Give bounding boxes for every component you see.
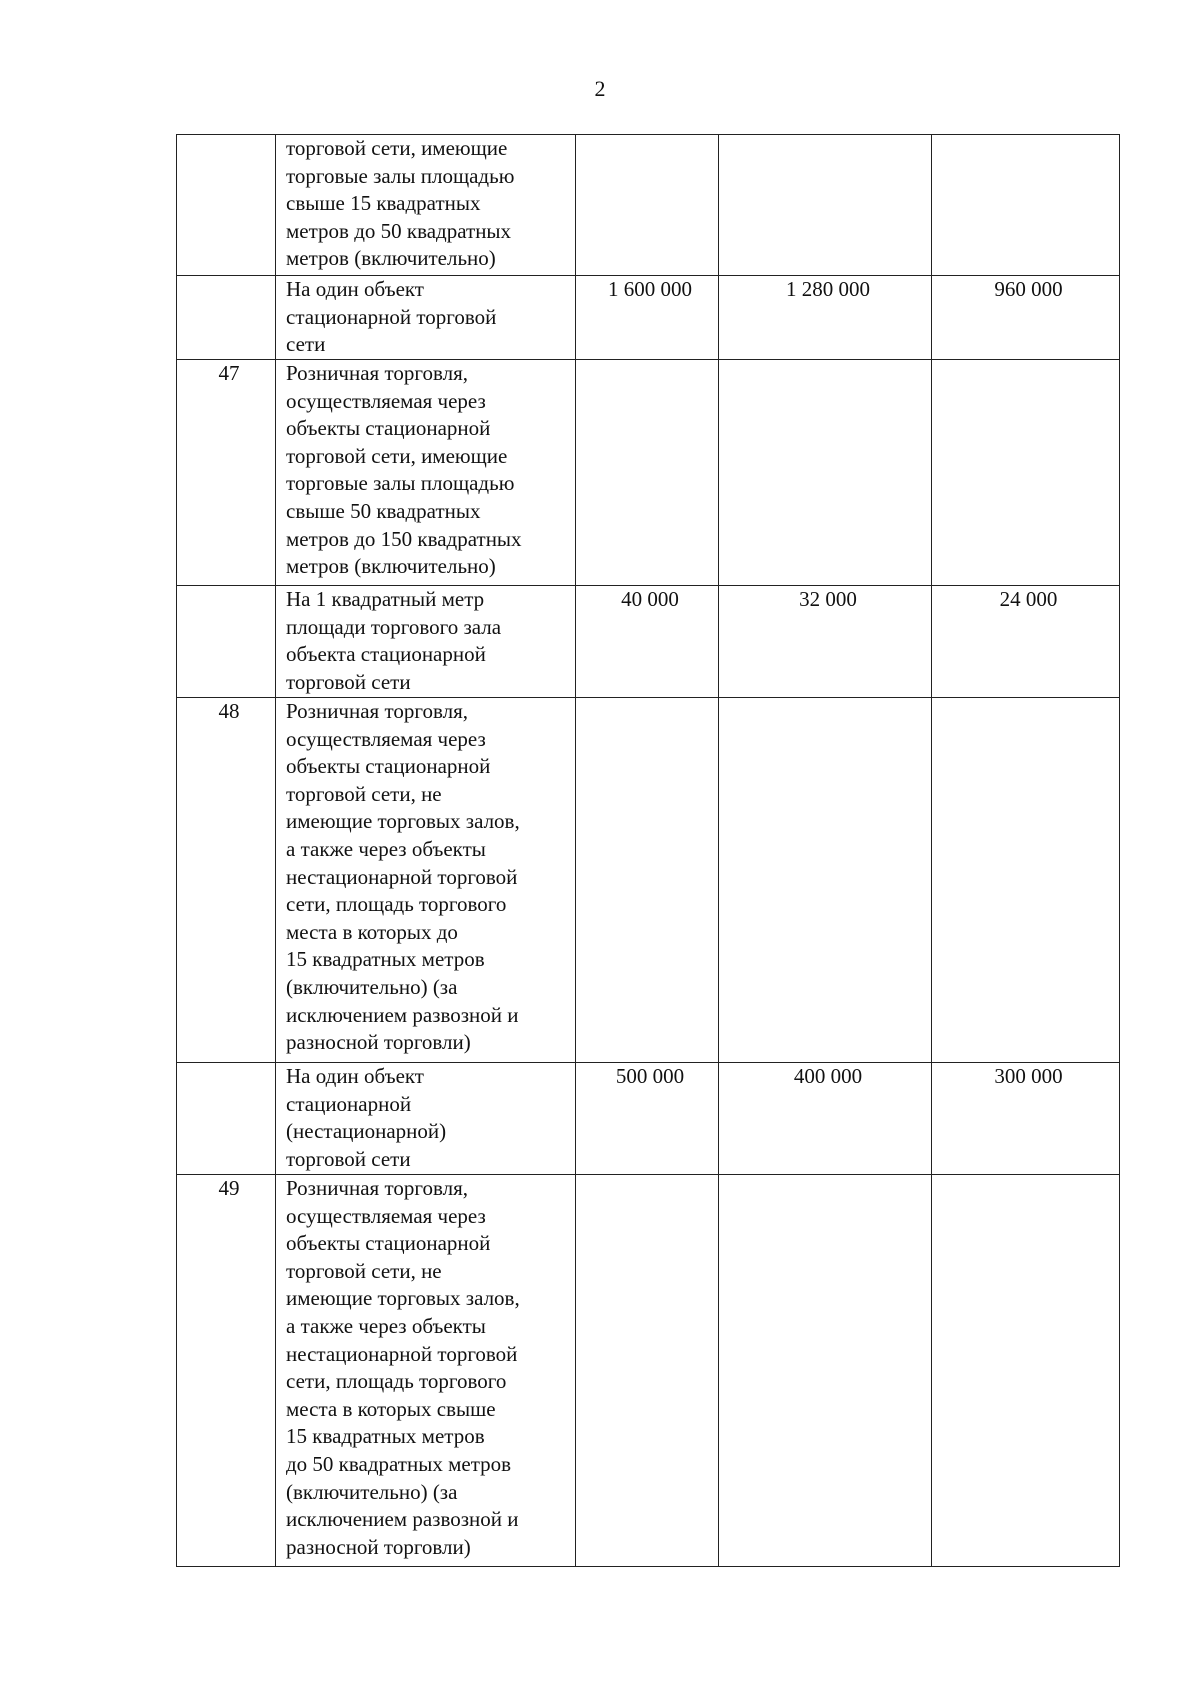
value-col-2 [719,1175,932,1567]
description-text: Розничная торговля, осуществляемая через объекты стационарной торговой сети, не имеющие торговых залов, а также через объекты нестационарной торговой сети, площадь торгового места в которых до 15 квадратных метров (включительно) (за исключением развозной и разносной торговли) [286,699,520,1055]
description-text: торговой сети, имеющие торговые залы площадью свыше 15 квадратных метров до 50 квадратных метров (включительно) [286,136,515,271]
row-number [177,135,276,276]
row-number [177,276,276,360]
table-row [177,1063,1120,1175]
value-col-3 [932,135,1120,276]
value-col-2 [719,135,932,276]
tariff-table [176,134,1120,1567]
value-col-1 [576,360,719,586]
description-text: Розничная торговля, осуществляемая через объекты стационарной торговой сети, имеющие торговые залы площадью свыше 50 квадратных метров до 150 квадратных метров (включительно) [286,361,522,579]
value-col-3 [932,698,1120,1063]
value-col-3: 24 000 [932,586,1120,698]
row-description [276,1063,576,1175]
row-description [276,1175,576,1567]
value-col-1: 40 000 [576,586,719,698]
description-text: Розничная торговля, осуществляемая через объекты стационарной торговой сети, не имеющие торговых залов, а также через объекты нестационарной торговой сети, площадь торгового места в которых свыше 15 квадратных метров до 50 квадратных метров (включительно) (за исключением развозной и разносной торговли) [286,1176,520,1559]
table-row [177,586,1120,698]
description-text: На 1 квадратный метр площади торгового зала объекта стационарной торговой сети [286,587,502,694]
value-col-1 [576,135,719,276]
value-col-2: 32 000 [719,586,932,698]
table-row [177,698,1120,1063]
page-number: 2 [594,76,606,101]
table-row [177,135,1120,276]
table-row [177,1175,1120,1567]
row-description [276,698,576,1063]
value-col-2 [719,698,932,1063]
row-description [276,586,576,698]
row-description [276,360,576,586]
row-number: 48 [177,698,276,1063]
value-col-3 [932,1175,1120,1567]
value-col-2: 1 280 000 [719,276,932,360]
table-row [177,276,1120,360]
value-col-2: 400 000 [719,1063,932,1175]
row-description [276,135,576,276]
row-number: 49 [177,1175,276,1567]
row-number: 47 [177,360,276,586]
value-col-3: 960 000 [932,276,1120,360]
value-col-3 [932,360,1120,586]
description-text: На один объект стационарной (нестационарной) торговой сети [286,1064,447,1171]
description-text: На один объект стационарной торговой сети [286,277,497,357]
value-col-3: 300 000 [932,1063,1120,1175]
row-number [177,586,276,698]
value-col-2 [719,360,932,586]
row-number [177,1063,276,1175]
value-col-1 [576,698,719,1063]
value-col-1: 500 000 [576,1063,719,1175]
value-col-1: 1 600 000 [576,276,719,360]
row-description [276,276,576,360]
value-col-1 [576,1175,719,1567]
table-row [177,360,1120,586]
